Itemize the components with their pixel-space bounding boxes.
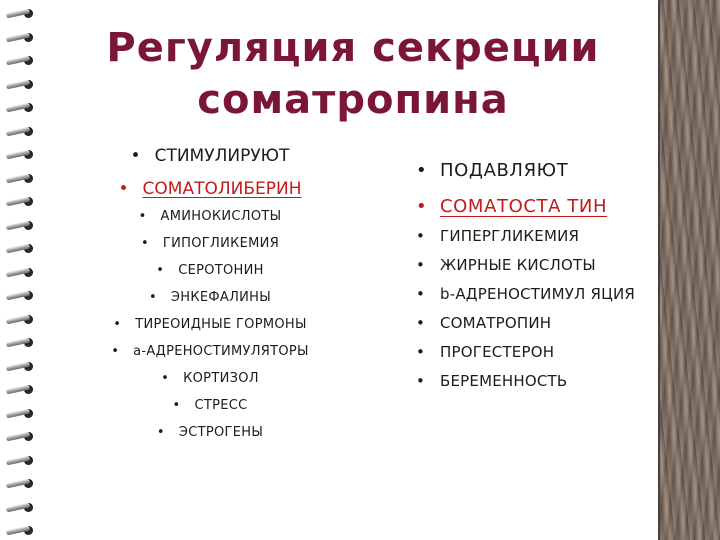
binding-ring-icon [6,149,36,161]
bullet-icon: • [156,263,165,278]
list-item-label: ГИПОГЛИКЕМИЯ [162,236,280,251]
binding-ring-icon [6,32,36,44]
binding-ring-icon [6,267,36,279]
suppressors-list [416,160,656,399]
list-item-label: b-АДРЕНОСТИМУЛ ЯЦИЯ [440,285,636,303]
bullet-icon: • [416,285,426,303]
binding-ring-icon [6,290,36,302]
bullet-icon: • [138,209,147,224]
suppressors-heading: ПОДАВЛЯЮТ [440,160,569,181]
binding-ring-icon [6,55,36,67]
list-item [416,192,656,221]
list-item [60,290,360,306]
list-item [60,178,360,200]
list-item [60,146,360,166]
binding-ring-icon [6,79,36,91]
list-item [416,225,656,247]
bullet-icon: • [156,425,165,440]
binding-ring-icon [6,337,36,349]
bullet-icon: • [111,344,120,359]
binding-ring-icon [6,126,36,138]
bullet-icon: • [140,236,149,251]
list-item [416,160,656,182]
binding-ring-icon [6,314,36,326]
list-item [60,344,360,360]
binding-ring-icon [6,384,36,396]
list-item-label: СЕРОТОНИН [178,263,264,278]
binding-ring-icon [6,8,36,20]
stimulators-heading: СТИМУЛИРУЮТ [154,146,290,166]
list-item-label: ЭСТРОГЕНЫ [178,425,264,440]
list-item [416,341,656,363]
bullet-icon: • [148,290,157,305]
list-item-label: АМИНОКИСЛОТЫ [160,209,282,224]
list-item-label: СОМАТРОПИН [440,314,552,332]
list-item [60,317,360,333]
list-item-label: БЕРЕМЕННОСТЬ [440,372,568,390]
bullet-icon: • [130,146,141,166]
list-item [60,263,360,279]
list-item [60,371,360,387]
binding-ring-icon [6,408,36,420]
bullet-icon: • [113,317,122,332]
binding-ring-icon [6,478,36,490]
binding-ring-icon [6,525,36,537]
bullet-icon: • [416,314,426,332]
bullet-icon: • [416,196,428,217]
suppressors-highlight: СОМАТОСТА ТИН [440,196,608,217]
list-item [416,254,656,276]
stimulators-highlight: СОМАТОЛИБЕРИН [142,179,302,199]
spiral-binding [0,0,46,540]
list-item-label: ПРОГЕСТЕРОН [440,343,555,361]
wood-border [658,0,720,540]
list-item [60,209,360,225]
list-item [60,236,360,252]
bullet-icon: • [416,256,426,274]
list-item [60,398,360,414]
bullet-icon: • [172,398,181,413]
stimulators-list [60,146,360,452]
bullet-icon: • [416,160,428,181]
binding-ring-icon [6,455,36,467]
binding-ring-icon [6,243,36,255]
binding-ring-icon [6,502,36,514]
binding-ring-icon [6,431,36,443]
list-item-label: ТИРЕОИДНЫЕ ГОРМОНЫ [135,317,307,332]
bullet-icon: • [161,371,170,386]
list-item-label: СТРЕСС [194,398,248,413]
bullet-icon: • [118,179,129,199]
list-item [60,425,360,441]
list-item [416,283,656,305]
list-item-label: ЖИРНЫЕ КИСЛОТЫ [440,256,596,274]
bullet-icon: • [416,372,426,390]
bullet-icon: • [416,227,426,245]
bullet-icon: • [416,343,426,361]
list-item-label: КОРТИЗОЛ [183,371,259,386]
binding-ring-icon [6,196,36,208]
slide-title: Регуляция секреции соматропина [106,25,600,123]
binding-ring-icon [6,102,36,114]
binding-ring-icon [6,361,36,373]
binding-ring-icon [6,220,36,232]
list-item-label: ЭНКЕФАЛИНЫ [170,290,272,305]
list-item [416,312,656,334]
list-item [416,370,656,392]
binding-ring-icon [6,173,36,185]
list-item-label: a-АДРЕНОСТИМУЛЯТОРЫ [133,344,309,359]
list-item-label: ГИПЕРГЛИКЕМИЯ [440,227,580,245]
